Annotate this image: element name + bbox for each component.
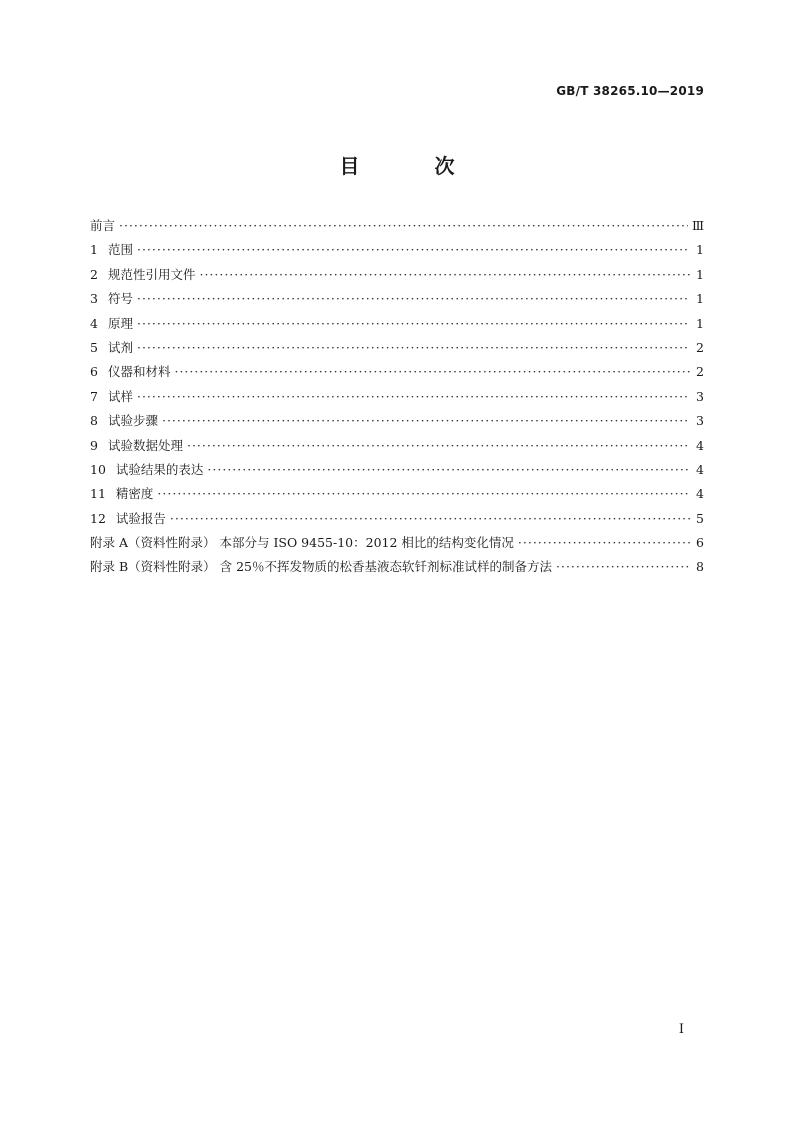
toc-leader-dots <box>187 438 690 453</box>
toc-entry-label: 试样 <box>107 388 133 404</box>
toc-entry-page: 3 <box>696 413 704 429</box>
toc-entry-annex-b[interactable] <box>90 557 704 581</box>
toc-leader-dots <box>174 364 690 379</box>
toc-leader-dots <box>137 291 690 306</box>
page-title: 目 次 <box>339 154 489 178</box>
toc-entry-4[interactable] <box>90 314 704 338</box>
toc-entry-label: 试验数据处理 <box>107 437 183 453</box>
toc-entry-label: 原理 <box>107 315 133 331</box>
toc-entry-8[interactable] <box>90 411 704 435</box>
toc-entry-label: 规范性引用文件 <box>107 266 196 282</box>
table-of-contents <box>90 216 704 582</box>
toc-entry-number: 3 <box>90 291 98 307</box>
toc-entry-label: 试验结果的表达 <box>115 461 204 477</box>
toc-entry-number: 8 <box>90 413 98 429</box>
toc-entry-page: 1 <box>696 291 704 307</box>
toc-entry-annex-a[interactable] <box>90 533 704 557</box>
toc-entry-page: 2 <box>696 364 704 380</box>
toc-entry-number: 5 <box>90 339 98 355</box>
toc-entry-page: 4 <box>696 437 704 453</box>
toc-entry-number: 10 <box>90 461 106 477</box>
toc-leader-dots <box>170 511 690 526</box>
toc-entry-page: 6 <box>696 535 704 551</box>
toc-leader-dots <box>137 316 690 331</box>
toc-entry-number: 6 <box>90 364 98 380</box>
toc-entry-page: Ⅲ <box>691 218 704 233</box>
toc-entry-label: 试剂 <box>107 339 133 355</box>
toc-leader-dots <box>137 340 690 355</box>
toc-leader-dots <box>162 413 690 428</box>
toc-entry-number: 1 <box>90 242 98 258</box>
toc-entry-5[interactable] <box>90 338 704 362</box>
toc-entry-number: 12 <box>90 510 106 526</box>
toc-entry-foreword[interactable] <box>90 216 704 240</box>
toc-entry-label: 仪器和材料 <box>107 364 171 380</box>
toc-entry-12[interactable] <box>90 509 704 533</box>
toc-entry-number: 2 <box>90 266 98 282</box>
toc-entry-3[interactable] <box>90 289 704 313</box>
toc-entry-page: 5 <box>696 510 704 526</box>
toc-entry-label: 精密度 <box>115 486 154 502</box>
toc-leader-dots <box>137 242 690 257</box>
toc-leader-dots <box>518 535 690 550</box>
toc-entry-page: 1 <box>696 242 704 258</box>
toc-entry-2[interactable] <box>90 265 704 289</box>
toc-leader-dots <box>137 389 690 404</box>
page-number: I <box>678 1022 684 1037</box>
toc-entry-number: 9 <box>90 437 98 453</box>
toc-entry-page: 2 <box>696 339 704 355</box>
toc-entry-label: 符号 <box>107 291 133 307</box>
toc-entry-10[interactable] <box>90 460 704 484</box>
toc-entry-page: 3 <box>696 388 704 404</box>
toc-leader-dots <box>207 462 690 477</box>
toc-entry-page: 8 <box>696 559 704 575</box>
toc-entry-label: 前言 <box>90 218 116 233</box>
toc-entry-6[interactable] <box>90 362 704 386</box>
toc-entry-page: 1 <box>696 315 704 331</box>
toc-entry-number: 7 <box>90 388 98 404</box>
toc-leader-dots <box>157 486 690 501</box>
toc-entry-number: 4 <box>90 315 98 331</box>
toc-entry-7[interactable] <box>90 387 704 411</box>
toc-entry-page: 4 <box>696 461 704 477</box>
toc-entry-label: 附录 B（资料性附录） 含 25％不挥发物质的松香基液态软钎剂标准试样的制备方法 <box>90 559 553 575</box>
toc-entry-page: 1 <box>696 266 704 282</box>
toc-leader-dots <box>119 218 688 233</box>
standard-code: GB/T 38265.10—2019 <box>556 84 704 98</box>
toc-entry-label: 试验报告 <box>115 510 166 526</box>
toc-entry-9[interactable] <box>90 436 704 460</box>
toc-entry-1[interactable] <box>90 240 704 264</box>
toc-leader-dots <box>556 559 690 574</box>
toc-entry-11[interactable] <box>90 484 704 508</box>
toc-entry-label: 试验步骤 <box>107 413 158 429</box>
toc-entry-number: 11 <box>90 486 106 502</box>
toc-entry-label: 范围 <box>107 242 133 258</box>
toc-leader-dots <box>199 267 690 282</box>
toc-entry-label: 附录 A（资料性附录） 本部分与 ISO 9455-10：2012 相比的结构变化情况 <box>90 535 514 551</box>
toc-entry-page: 4 <box>696 486 704 502</box>
